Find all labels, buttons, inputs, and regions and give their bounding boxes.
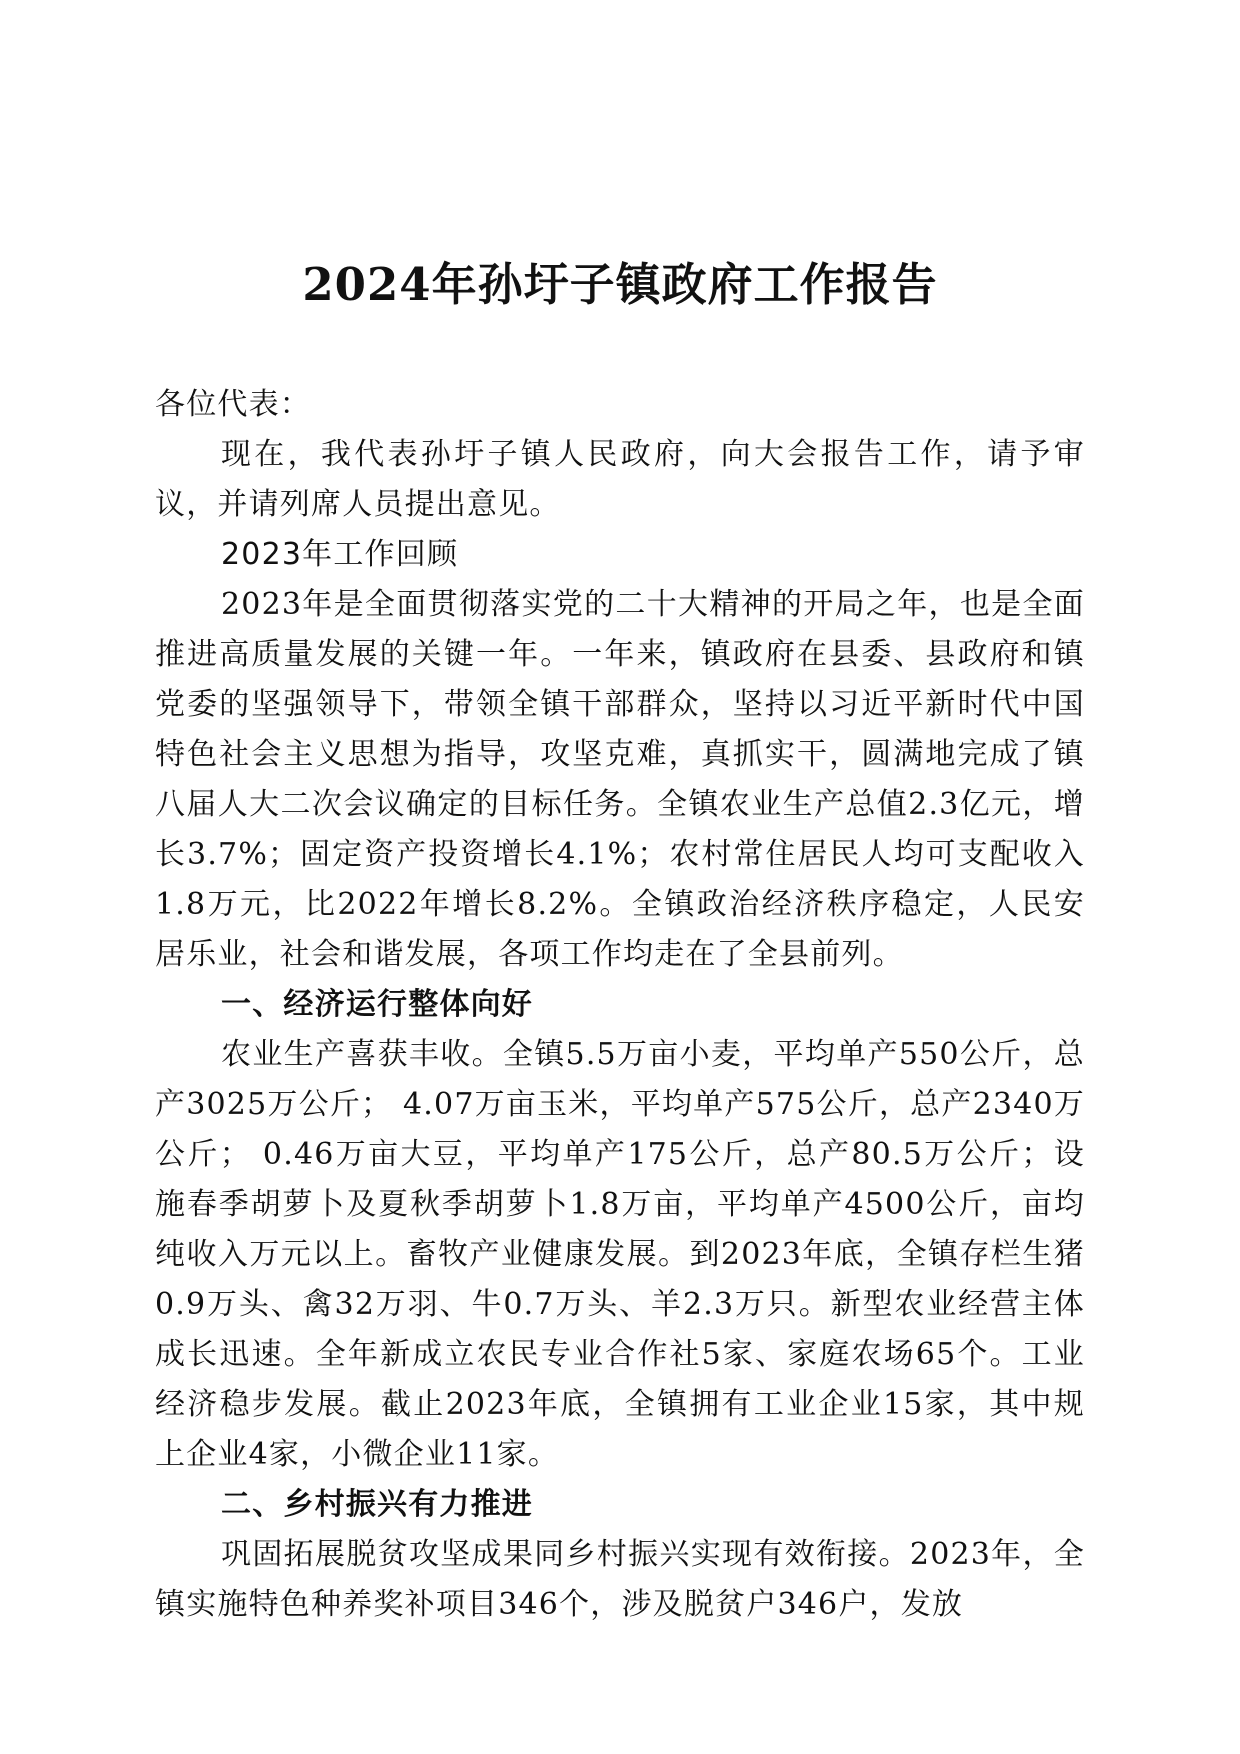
section-2-heading: 二、乡村振兴有力推进 <box>221 1487 533 1522</box>
intro-paragraph: 现在，我代表孙圩子镇人民政府，向大会报告工作，请予审议，并请列席人员提出意见。 <box>155 437 1085 522</box>
section-2-paragraph: 巩固拓展脱贫攻坚成果同乡村振兴实现有效衔接。2023年，全镇实施特色种养奖补项目346个，涉及脱贫户346户，发放 <box>155 1537 1085 1622</box>
document-title: 2024年孙圩子镇政府工作报告 <box>302 258 938 311</box>
document-body <box>155 380 1085 1630</box>
section-1-paragraph: 农业生产喜获丰收。全镇5.5万亩小麦，平均单产550公斤，总产3025万公斤； 4.07万亩玉米，平均单产575公斤，总产2340万公斤； 0.46万亩大豆，平均单产175公斤，总产80.5万公斤；设施春季胡萝卜及夏秋季胡萝卜1.8万亩，平均单产4500公斤，亩均纯收入万元以上。畜牧产业健康发展。到2023年底，全镇存栏生猪0.9万头、禽32万羽、牛0.7万头、羊2.3万只。新型农业经营主体成长迅速。全年新成立农民专业合作社5家、家庭农场65个。工业经济稳步发展。截止2023年底，全镇拥有工业企业15家，其中规上企业4家，小微企业11家。 <box>155 1037 1085 1472</box>
review-heading: 2023年工作回顾 <box>221 537 459 572</box>
section-1-heading: 一、经济运行整体向好 <box>221 987 533 1022</box>
review-paragraph: 2023年是全面贯彻落实党的二十大精神的开局之年，也是全面推进高质量发展的关键一年。一年来，镇政府在县委、县政府和镇党委的坚强领导下，带领全镇干部群众，坚持以习近平新时代中国特色社会主义思想为指导，攻坚克难，真抓实干，圆满地完成了镇八届人大二次会议确定的目标任务。全镇农业生产总值2.3亿元，增长3.7%；固定资产投资增长4.1%；农村常住居民人均可支配收入1.8万元，比2022年增长8.2%。全镇政治经济秩序稳定，人民安居乐业，社会和谐发展，各项工作均走在了全县前列。 <box>155 587 1085 972</box>
salutation: 各位代表： <box>155 387 311 422</box>
